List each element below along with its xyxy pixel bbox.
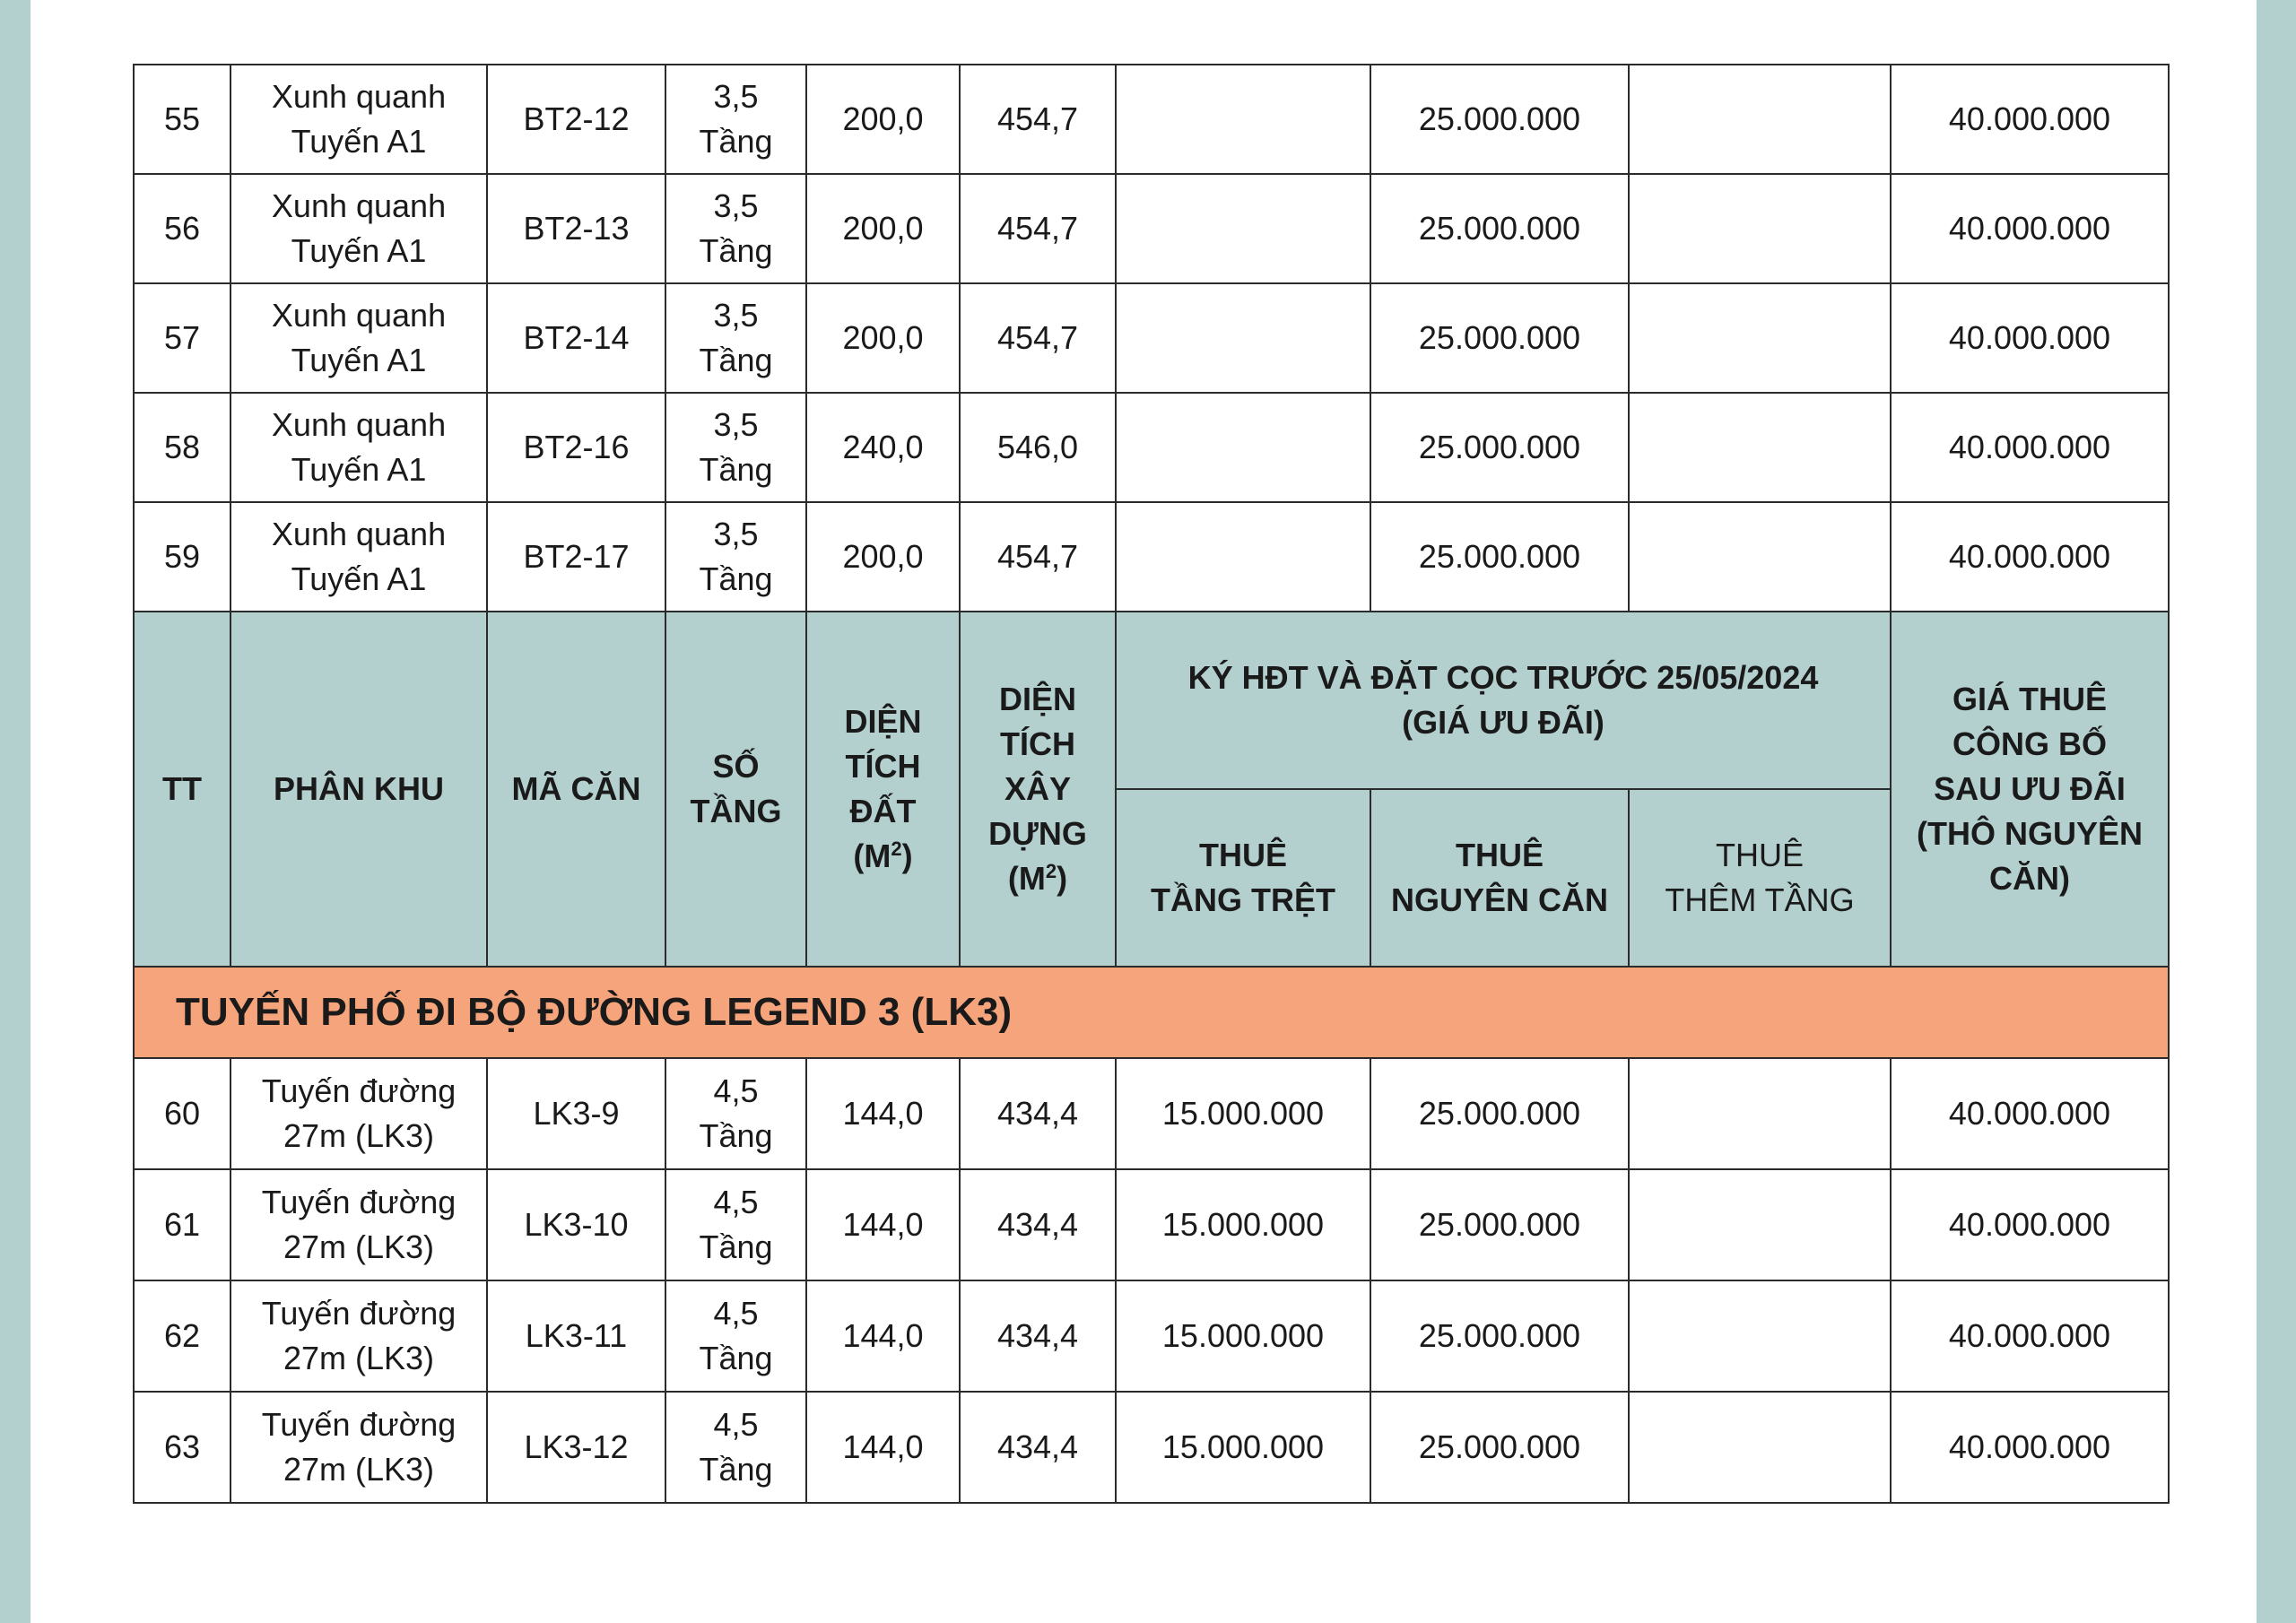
- rows-bottom: [134, 1058, 2169, 1503]
- header-row-top: [134, 612, 2169, 789]
- table-row: [134, 393, 2169, 502]
- cell-public-price: 40.000.000: [1891, 502, 2169, 612]
- cell-ground-rent: [1116, 393, 1370, 502]
- cell-whole-rent: 25.000.000: [1370, 502, 1629, 612]
- cell-ground-rent: 15.000.000: [1116, 1392, 1370, 1503]
- cell-land-area: 200,0: [806, 174, 960, 283]
- cell-floors: 4,5 Tầng: [665, 1169, 806, 1280]
- cell-code: LK3-11: [487, 1280, 665, 1392]
- cell-whole-rent: 25.000.000: [1370, 393, 1629, 502]
- cell-code: BT2-16: [487, 393, 665, 502]
- cell-code: BT2-12: [487, 65, 665, 174]
- cell-whole-rent: 25.000.000: [1370, 1169, 1629, 1280]
- cell-land-area: 144,0: [806, 1280, 960, 1392]
- cell-floors: 3,5 Tầng: [665, 174, 806, 283]
- cell-land-area: 200,0: [806, 283, 960, 393]
- header-ground-rent: THUÊ TẦNG TRỆT: [1116, 789, 1370, 967]
- cell-zone: Xunh quanh Tuyến A1: [230, 65, 487, 174]
- cell-extra-rent: [1629, 1280, 1891, 1392]
- cell-extra-rent: [1629, 174, 1891, 283]
- table-row: [134, 65, 2169, 174]
- header-floors: SỐ TẦNG: [665, 612, 806, 967]
- cell-land-area: 240,0: [806, 393, 960, 502]
- table-row: [134, 1169, 2169, 1280]
- cell-tt: 58: [134, 393, 230, 502]
- cell-floors: 3,5 Tầng: [665, 65, 806, 174]
- cell-public-price: 40.000.000: [1891, 174, 2169, 283]
- cell-floors: 3,5 Tầng: [665, 393, 806, 502]
- cell-code: LK3-9: [487, 1058, 665, 1169]
- cell-tt: 59: [134, 502, 230, 612]
- cell-land-area: 144,0: [806, 1058, 960, 1169]
- cell-floors: 3,5 Tầng: [665, 502, 806, 612]
- document-page: [30, 0, 2257, 1623]
- cell-public-price: 40.000.000: [1891, 65, 2169, 174]
- header-tt: TT: [134, 612, 230, 967]
- rows-top: [134, 65, 2169, 612]
- table-header: [134, 612, 2169, 967]
- cell-tt: 57: [134, 283, 230, 393]
- cell-zone: Xunh quanh Tuyến A1: [230, 174, 487, 283]
- cell-tt: 60: [134, 1058, 230, 1169]
- cell-whole-rent: 25.000.000: [1370, 65, 1629, 174]
- cell-zone: Xunh quanh Tuyến A1: [230, 502, 487, 612]
- cell-extra-rent: [1629, 502, 1891, 612]
- cell-whole-rent: 25.000.000: [1370, 1392, 1629, 1503]
- cell-land-area: 144,0: [806, 1169, 960, 1280]
- cell-public-price: 40.000.000: [1891, 1169, 2169, 1280]
- cell-floors: 4,5 Tầng: [665, 1058, 806, 1169]
- header-land-area: DIỆN TÍCH ĐẤT $(M^2)$: [806, 612, 960, 967]
- table-row: [134, 1280, 2169, 1392]
- cell-build-area: 454,7: [960, 174, 1116, 283]
- cell-extra-rent: [1629, 393, 1891, 502]
- cell-whole-rent: 25.000.000: [1370, 283, 1629, 393]
- table-row: [134, 283, 2169, 393]
- header-group-preferential: KÝ HĐT VÀ ĐẶT CỌC TRƯỚC 25/05/2024 (GIÁ ƯU ĐÃI): [1116, 612, 1891, 789]
- cell-ground-rent: [1116, 283, 1370, 393]
- cell-build-area: 454,7: [960, 283, 1116, 393]
- table-row: [134, 1392, 2169, 1503]
- cell-public-price: 40.000.000: [1891, 1280, 2169, 1392]
- cell-extra-rent: [1629, 1169, 1891, 1280]
- rental-price-table: [133, 64, 2170, 1504]
- section-title: TUYẾN PHỐ ĐI BỘ ĐƯỜNG LEGEND 3 (LK3): [134, 967, 2169, 1058]
- cell-extra-rent: [1629, 283, 1891, 393]
- cell-zone: Xunh quanh Tuyến A1: [230, 283, 487, 393]
- cell-build-area: 434,4: [960, 1280, 1116, 1392]
- cell-zone: Tuyến đường 27m (LK3): [230, 1280, 487, 1392]
- header-code: MÃ CĂN: [487, 612, 665, 967]
- header-zone: PHÂN KHU: [230, 612, 487, 967]
- cell-code: BT2-13: [487, 174, 665, 283]
- cell-public-price: 40.000.000: [1891, 283, 2169, 393]
- cell-extra-rent: [1629, 1392, 1891, 1503]
- cell-zone: Tuyến đường 27m (LK3): [230, 1392, 487, 1503]
- cell-zone: Tuyến đường 27m (LK3): [230, 1169, 487, 1280]
- cell-floors: 4,5 Tầng: [665, 1280, 806, 1392]
- cell-floors: 4,5 Tầng: [665, 1392, 806, 1503]
- cell-extra-rent: [1629, 65, 1891, 174]
- cell-ground-rent: [1116, 174, 1370, 283]
- header-build-area: DIỆN TÍCH XÂY DỰNG $(M^2)$: [960, 612, 1116, 967]
- cell-build-area: 546,0: [960, 393, 1116, 502]
- cell-ground-rent: [1116, 65, 1370, 174]
- cell-tt: 55: [134, 65, 230, 174]
- cell-ground-rent: 15.000.000: [1116, 1169, 1370, 1280]
- header-public-price: GIÁ THUÊ CÔNG BỐ SAU ƯU ĐÃI (THÔ NGUYÊN CĂN): [1891, 612, 2169, 967]
- cell-public-price: 40.000.000: [1891, 393, 2169, 502]
- cell-zone: Xunh quanh Tuyến A1: [230, 393, 487, 502]
- cell-zone: Tuyến đường 27m (LK3): [230, 1058, 487, 1169]
- cell-code: LK3-10: [487, 1169, 665, 1280]
- cell-code: LK3-12: [487, 1392, 665, 1503]
- cell-build-area: 454,7: [960, 502, 1116, 612]
- cell-extra-rent: [1629, 1058, 1891, 1169]
- cell-build-area: 434,4: [960, 1169, 1116, 1280]
- cell-ground-rent: [1116, 502, 1370, 612]
- cell-tt: 56: [134, 174, 230, 283]
- table-row: [134, 1058, 2169, 1169]
- cell-tt: 61: [134, 1169, 230, 1280]
- section-row: [134, 967, 2169, 1058]
- cell-land-area: 144,0: [806, 1392, 960, 1503]
- cell-land-area: 200,0: [806, 65, 960, 174]
- cell-build-area: 434,4: [960, 1392, 1116, 1503]
- cell-whole-rent: 25.000.000: [1370, 1280, 1629, 1392]
- table-row: [134, 174, 2169, 283]
- cell-floors: 3,5 Tầng: [665, 283, 806, 393]
- header-whole-rent: THUÊ NGUYÊN CĂN: [1370, 789, 1629, 967]
- cell-public-price: 40.000.000: [1891, 1392, 2169, 1503]
- cell-ground-rent: 15.000.000: [1116, 1058, 1370, 1169]
- table-row: [134, 502, 2169, 612]
- cell-tt: 62: [134, 1280, 230, 1392]
- cell-build-area: 454,7: [960, 65, 1116, 174]
- header-extra-rent: THUÊ THÊM TẦNG: [1629, 789, 1891, 967]
- cell-land-area: 200,0: [806, 502, 960, 612]
- cell-build-area: 434,4: [960, 1058, 1116, 1169]
- cell-tt: 63: [134, 1392, 230, 1503]
- cell-whole-rent: 25.000.000: [1370, 174, 1629, 283]
- cell-whole-rent: 25.000.000: [1370, 1058, 1629, 1169]
- cell-ground-rent: 15.000.000: [1116, 1280, 1370, 1392]
- cell-public-price: 40.000.000: [1891, 1058, 2169, 1169]
- cell-code: BT2-17: [487, 502, 665, 612]
- cell-code: BT2-14: [487, 283, 665, 393]
